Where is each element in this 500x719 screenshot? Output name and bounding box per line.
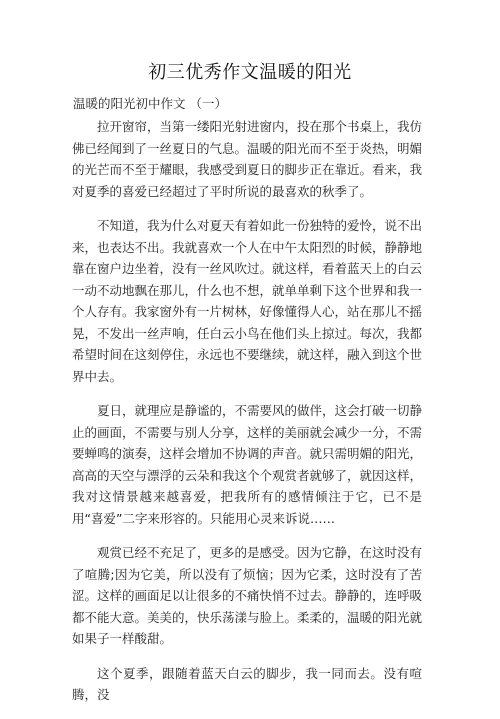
document-body — [72, 116, 422, 719]
paragraph: 夏日，就理应是静谧的，不需要风的做伴，这会打破一切静止的画面，不需要与别人分享，这样的美丽就会减少一分，不需要蝉鸣的演奏，这样会增加不协调的声音。就只需明媚的阳光，高高的天空与漂浮的云朵和我这个个观赏者就够了，就因这样，我对这情景越来越喜爱，把我所有的感情倾注于它，已不是用“喜爱”二字来形容的。只能用心灵来诉说…… — [72, 403, 423, 526]
paragraph: 观赏已经不充足了，更多的是感受。因为它静，在这时没有了喧腾;因为它美，所以没有了烦恼；因为它柔，这时没有了苦涩。这样的画面足以让很多的不痛快悄不过去。静静的，连呼吸都不能大意。美美的，快乐荡漾与脸上。柔柔的，温暖的阳光就如果子一样酸甜。 — [72, 545, 423, 646]
document-subtitle: 温暖的阳光初中作文 （一） — [73, 96, 227, 111]
paragraph: 不知道，我为什么对夏天有着如此一份独特的爱怜，说不出来，也表达不出。我就喜欢一个人在中午太阳烈的时候，静静地靠在窗户边坐着，没有一丝风吹过。就这样，看着蓝天上的白云一动不动地飘在那儿，什么也不想，就单单剩下这个世界和我一个人存有。我家窗外有一片树林，好像懂得人心，站在那儿不摇晃，不发出一丝声响，任白云小鸟在他们头上掠过。每次，我都希望时间在这刻停住，永远也不要继续，就这样，融入到这个世界中去。 — [72, 218, 423, 384]
paragraph: 这个夏季，跟随着蓝天白云的脚步，我一同而去。没有喧腾，没 — [72, 665, 422, 702]
document-title: 初三优秀作文温暖的阳光 — [148, 62, 352, 83]
paragraph: 拉开窗帘，当第一缕阳光射进窗内，投在那个书桌上，我仿佛已经闻到了一丝夏日的气息。温暖的阳光而不至于炎热，明媚的光芒而不至于耀眼，我感受到夏日的脚步正在靠近。看来，我对夏季的喜爱已经超过了平时所说的最喜欢的秋季了。 — [72, 119, 423, 199]
